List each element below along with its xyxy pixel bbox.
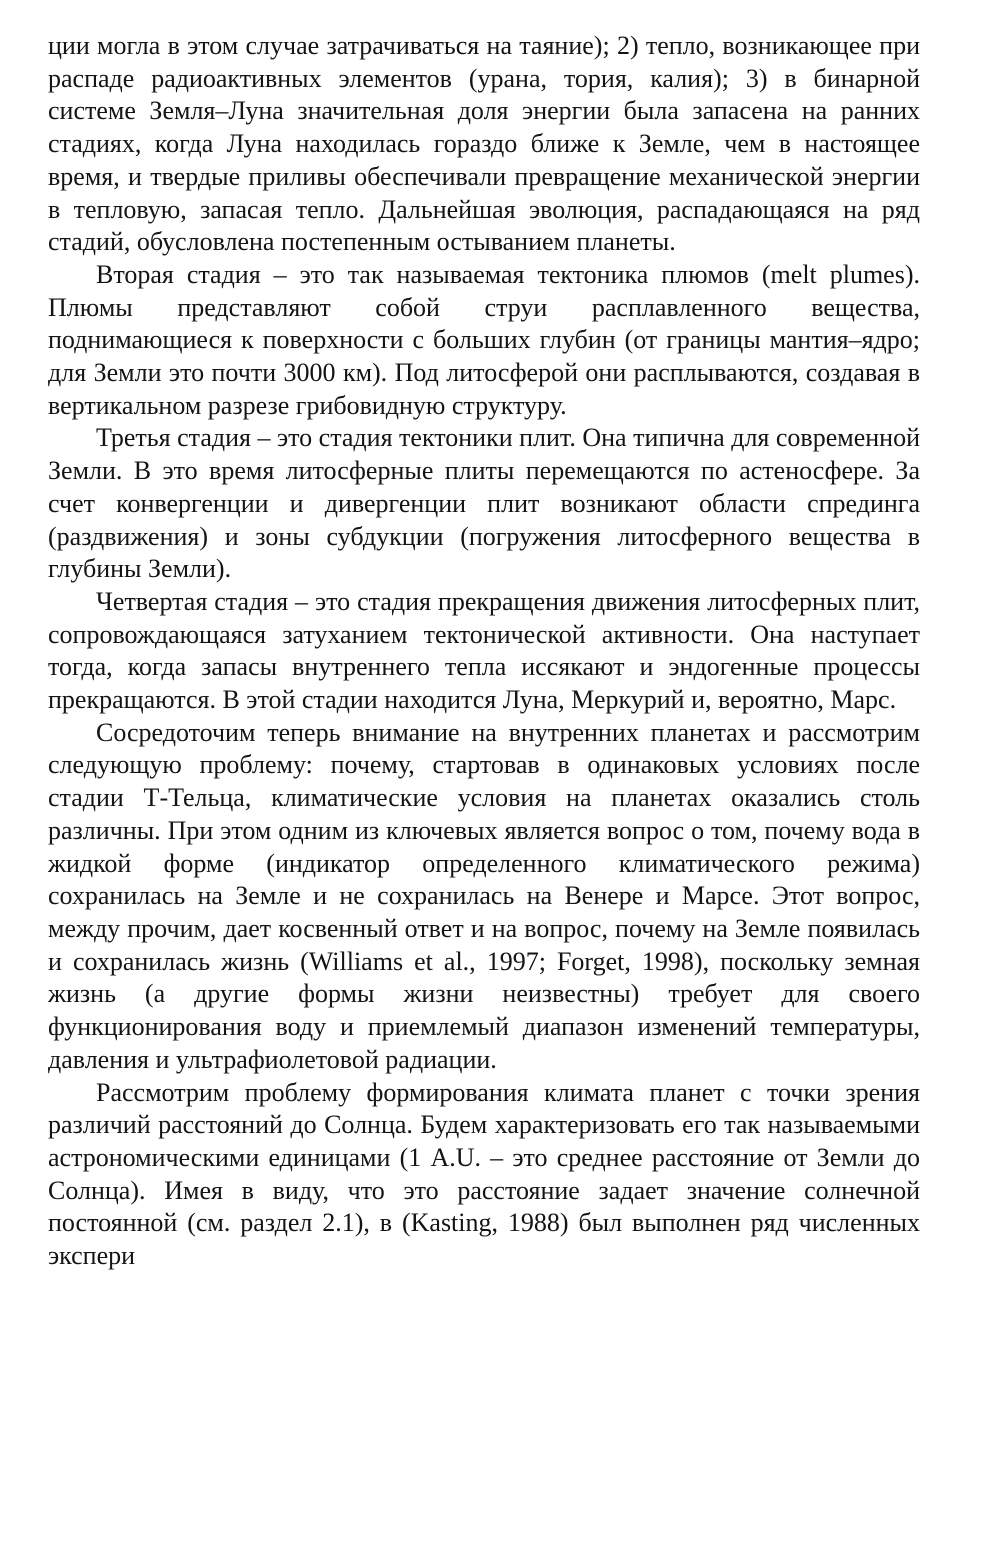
paragraph-second-stage: Вторая стадия – это так называемая тектоника плюмов (melt plumes). Плюмы представляют собой струи расплавленного вещества, поднимающиеся к поверхности с больших глубин (от границы мантия–ядро; для Земли это почти 3000 км). Под литосферой они расплываются, создавая в вертикальном разрезе грибовидную структуру.: [48, 259, 920, 420]
paragraph-third-stage: Третья стадия – это стадия тектоники плит. Она типична для современной Земли. В это время литосферные плиты перемещаются по астеносфере. За счет конвергенции и дивергенции плит возникают области спрединга (раздвижения) и зоны субдукции (погружения литосферного вещества в глубины Земли).: [48, 423, 920, 584]
paragraph-inner-planets: Сосредоточим теперь внимание на внутренних планетах и рассмотрим следующую проблему: почему, стартовав в одинаковых условиях после стадии Т-Тельца, климатические условия на планетах оказались столь различны. При этом одним из ключевых является вопрос о том, почему вода в жидкой форме (индикатор определенного климатического режима) сохранилась на Земле и не сохранилась на Венере и Марсе. Этот вопрос, между прочим, дает косвенный ответ и на вопрос, почему на Земле появилась и сохранилась жизнь (Williams et al., 1997; Forget, 1998), поскольку земная жизнь (а другие формы жизни неизвестны) требует для своего функционирования воду и приемлемый диапазон изменений температуры, давления и ультрафиолетовой радиации.: [48, 717, 920, 1074]
paragraph-continuation: ции могла в этом случае затрачиваться на таяние); 2) тепло, возникающее при распаде радиоактивных элементов (урана, тория, калия); 3) в бинарной системе Земля–Луна значительная доля энергии была запасена на ранних стадиях, когда Луна находилась гораздо ближе к Земле, чем в настоящее время, и твердые приливы обеспечивали превращение механической энергии в тепловую, запасая тепло. Дальнейшая эволюция, распадающаяся на ряд стадий, обусловлена постепенным остыванием планеты.: [48, 31, 920, 257]
paragraph-climate-distance: Рассмотрим проблему формирования климата планет с точки зрения различий расстояний до Солнца. Будем характеризовать его так называемыми астрономическими единицами (1 A.U. – это среднее расстояние от Земли до Солнца). Имея в виду, что это расстояние задает значение солнечной постоянной (см. раздел 2.1), в (Kasting, 1988) был выполнен ряд численных экспери: [48, 1077, 920, 1271]
document-page: [48, 30, 920, 1273]
paragraph-fourth-stage: Четвертая стадия – это стадия прекращения движения литосферных плит, сопровождающаяся затуханием тектонической активности. Она наступает тогда, когда запасы внутреннего тепла иссякают и эндогенные процессы прекращаются. В этой стадии находится Луна, Меркурий и, вероятно, Марс.: [48, 586, 920, 715]
